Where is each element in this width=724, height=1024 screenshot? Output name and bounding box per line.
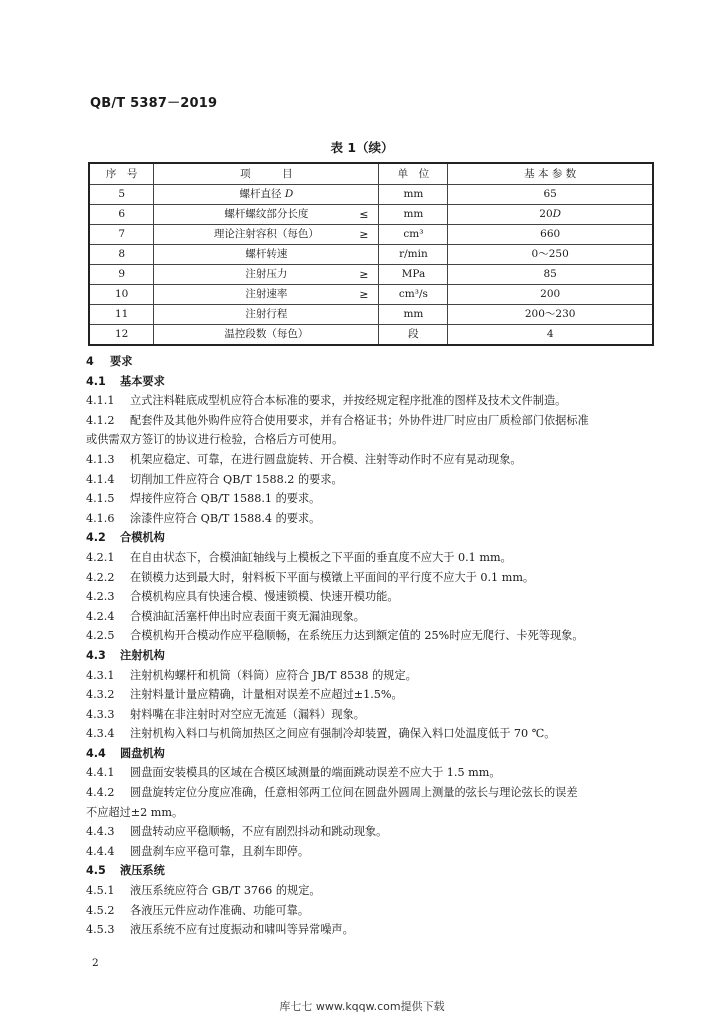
row-number: 9 (89, 265, 154, 285)
row-item (154, 185, 379, 205)
table-row (89, 225, 653, 245)
clause-continuation: 不应超过±2 mm。 (86, 805, 184, 819)
row-unit: r/min (379, 245, 448, 265)
col-header-unit: 单 位 (379, 163, 448, 185)
row-value: 660 (448, 225, 653, 245)
table-row (89, 205, 653, 225)
page-number: 2 (92, 957, 99, 969)
clause-4-2-4: 4.2.4 合模油缸活塞杆伸出时应表面干爽无漏油现象。 (86, 609, 365, 623)
section-content (86, 352, 658, 940)
subsection-heading: 4.5 液压系统 (86, 864, 165, 878)
row-unit: mm (379, 185, 448, 205)
clause-4-3-3: 4.3.3 射料嘴在非注射时对空应无流延（漏料）现象。 (86, 707, 365, 721)
clause-continuation: 或供需双方签订的协议进行检验，合格后方可使用。 (86, 433, 344, 447)
row-item (154, 305, 379, 325)
item-name: 理论注射容积（每色） (213, 228, 319, 240)
table-header-row (89, 163, 653, 185)
clause-4-2-2: 4.2.2 在锁模力达到最大时，射料板下平面与模镦上平面间的平行度不应大于 0.1 mm。 (86, 570, 535, 584)
item-name: 注射速率 (245, 288, 288, 300)
table-row (89, 305, 653, 325)
standard-code: QB/T 5387－2019 (90, 96, 218, 111)
item-name: 螺杆转速 (245, 248, 288, 260)
item-name: 注射行程 (245, 308, 288, 320)
comparison-symbol: ≤ (359, 208, 369, 221)
row-value: 20D (448, 205, 653, 225)
row-item (154, 205, 379, 225)
row-number: 11 (89, 305, 154, 325)
clause-4-1-3: 4.1.3 机架应稳定、可靠，在进行圆盘旋转、开合模、注射等动作时不应有晃动现象。 (86, 452, 522, 466)
row-value: 4 (448, 325, 653, 346)
subsection-heading: 4.3 注射机构 (86, 648, 165, 662)
row-unit: 段 (379, 325, 448, 346)
row-item (154, 325, 379, 346)
clause-4-3-2: 4.3.2 注射料量计量应精确，计量相对误差不应超过±1.5%。 (86, 688, 403, 702)
clause-4-3-4: 4.3.4 注射机构入料口与机筒加热区之间应有强制冷却装置，确保入料口处温度低于 70 ℃。 (86, 727, 556, 741)
row-item (154, 285, 379, 305)
col-header-value: 基 本 参 数 (448, 163, 653, 185)
row-unit: MPa (379, 265, 448, 285)
comparison-symbol: ≥ (359, 228, 369, 241)
row-unit: mm (379, 305, 448, 325)
clause-4-1-2: 4.1.2 配套件及其他外购件应符合使用要求，并有合格证书；外协件进厂时应由厂质检部门依据标准 (86, 413, 589, 427)
clause-4-2-1: 4.2.1 在自由状态下，合模油缸轴线与上模板之下平面的垂直度不应大于 0.1 mm。 (86, 550, 512, 564)
comparison-symbol: ≥ (359, 268, 369, 281)
table-row (89, 285, 653, 305)
item-name: 螺杆直径 D (239, 188, 294, 200)
clause-4-1-5: 4.1.5 焊接件应符合 QB/T 1588.1 的要求。 (86, 492, 321, 506)
clause-4-1-4: 4.1.4 切削加工件应符合 QB/T 1588.2 的要求。 (86, 472, 343, 486)
table-row (89, 245, 653, 265)
table-title: 表 1（续） (330, 140, 394, 155)
clause-4-1-1: 4.1.1 立式注料鞋底成型机应符合本标准的要求，并按经规定程序批准的图样及技术文件制造。 (86, 394, 567, 408)
row-number: 7 (89, 225, 154, 245)
clause-4-1-6: 4.1.6 涂漆件应符合 QB/T 1588.4 的要求。 (86, 511, 321, 525)
table-row (89, 325, 653, 346)
clause-4-2-5: 4.2.5 合模机构开合模动作应平稳顺畅，在系统压力达到额定值的 25%时应无爬行、卡死等现象。 (86, 629, 584, 643)
row-value: 200～230 (448, 305, 653, 325)
clause-4-5-2: 4.5.2 各液压元件应动作准确、功能可靠。 (86, 903, 310, 917)
row-value: 65 (448, 185, 653, 205)
row-item (154, 265, 379, 285)
row-item (154, 225, 379, 245)
section-heading: 4 要求 (86, 355, 133, 368)
row-unit: cm³ (379, 225, 448, 245)
table-row (89, 265, 653, 285)
item-name: 注射压力 (245, 268, 288, 280)
row-unit: mm (379, 205, 448, 225)
row-number: 10 (89, 285, 154, 305)
table-row (89, 185, 653, 205)
row-value: 0～250 (448, 245, 653, 265)
clause-4-5-3: 4.5.3 液压系统不应有过度振动和啸叫等异常噪声。 (86, 923, 354, 937)
subsection-heading: 4.2 合模机构 (86, 531, 165, 545)
subsection-heading: 4.1 基本要求 (86, 374, 165, 388)
row-unit: cm³/s (379, 285, 448, 305)
row-number: 8 (89, 245, 154, 265)
row-value: 85 (448, 265, 653, 285)
clause-4-4-1: 4.4.1 圆盘面安装模具的区域在合模区域测量的端面跳动误差不应大于 1.5 mm。 (86, 766, 501, 780)
clause-4-4-2: 4.4.2 圆盘旋转定位分度应准确，任意相邻两工位间在圆盘外圆周上测量的弦长与理论弦长的误差 (86, 786, 578, 800)
subsection-heading: 4.4 圆盘机构 (86, 746, 165, 760)
col-header-item: 项 目 (154, 163, 379, 185)
clause-4-3-1: 4.3.1 注射机构螺杆和机筒（料筒）应符合 JB/T 8538 的规定。 (86, 668, 417, 682)
clause-4-5-1: 4.5.1 液压系统应符合 GB/T 3766 的规定。 (86, 884, 321, 898)
comparison-symbol: ≥ (359, 288, 369, 301)
row-number: 5 (89, 185, 154, 205)
clause-4-4-4: 4.4.4 圆盘刹车应平稳可靠，且刹车即停。 (86, 844, 310, 858)
item-name: 螺杆螺纹部分长度 (224, 208, 309, 220)
clause-4-4-3: 4.4.3 圆盘转动应平稳顺畅，不应有剧烈抖动和跳动现象。 (86, 825, 388, 839)
row-item (154, 245, 379, 265)
parameters-table (88, 162, 654, 346)
row-number: 6 (89, 205, 154, 225)
clause-4-2-3: 4.2.3 合模机构应具有快速合模、慢速锁模、快速开模功能。 (86, 590, 399, 604)
watermark: 库七七 www.kqqw.com提供下载 (279, 1000, 445, 1013)
row-value: 200 (448, 285, 653, 305)
row-number: 12 (89, 325, 154, 346)
item-name: 温控段数（每色） (224, 328, 309, 340)
col-header-no: 序 号 (89, 163, 154, 185)
